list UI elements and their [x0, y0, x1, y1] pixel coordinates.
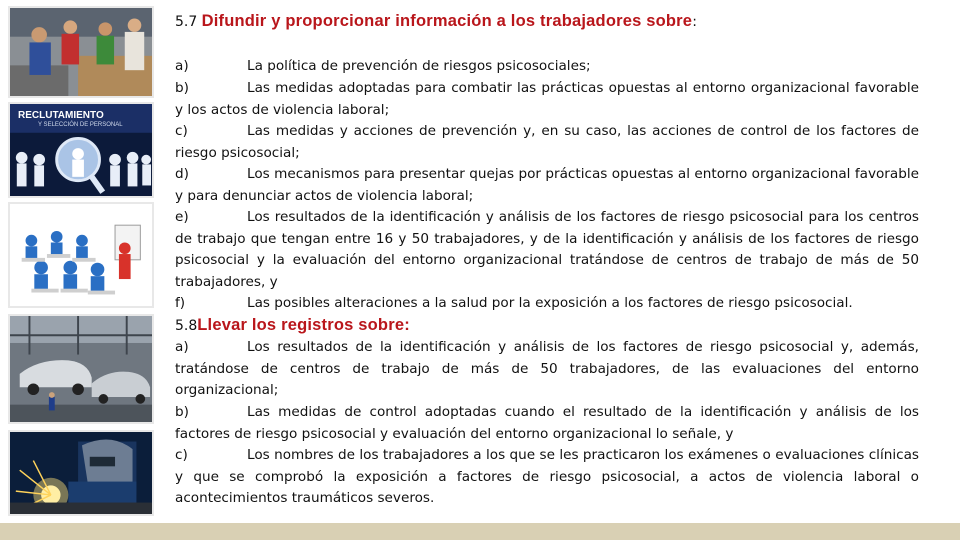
- section-number: 5.8: [175, 318, 198, 334]
- recruitment-subtitle: Y SELECCIÓN DE PERSONAL: [38, 122, 123, 128]
- item-label: c): [175, 123, 188, 139]
- section-heading-5-7: [175, 11, 697, 34]
- bottom-bar: [0, 523, 960, 540]
- item-label: b): [175, 80, 189, 96]
- training-figures-image: [8, 202, 154, 308]
- item-label: a): [175, 339, 189, 355]
- image-column: [0, 0, 165, 540]
- section-heading-5-8: [175, 315, 410, 338]
- item-label: e): [175, 209, 189, 225]
- item-text: Las medidas de control adoptadas cuando el resultado de la identificación y análisis de los factores de riesgo psicosocial y evaluación del entorno organizacional lo señale, y: [175, 404, 919, 442]
- item-label: f): [175, 295, 186, 311]
- workers-workshop-image: [8, 6, 154, 98]
- item-text: Las medidas adoptadas para combatir las prácticas opuestas al entorno organizacional favorable y los actos de violencia laboral;: [175, 80, 919, 118]
- item-text: La política de prevención de riesgos psicosociales;: [247, 58, 591, 74]
- welder-image: [8, 430, 154, 516]
- section-title: Difundir y proporcionar información a los trabajadores sobre: [201, 12, 693, 30]
- item-label: b): [175, 404, 189, 420]
- item-label: a): [175, 58, 189, 74]
- recruitment-sign: RECLUTAMIENTO: [18, 110, 104, 121]
- section-title-suffix: :: [692, 14, 697, 30]
- item-text: Los resultados de la identificación y análisis de los factores de riesgo psicosocial y, además, tratándose de centros de trabajo de más de 50 trabajadores, de las evaluaciones del entorno organizacional;: [175, 339, 919, 399]
- section-number: 5.7: [175, 14, 198, 30]
- item-text: Las medidas y acciones de prevención y, en su caso, las acciones de control de los factores de riesgo psicosocial;: [175, 123, 919, 161]
- item-text: Las posibles alteraciones a la salud por la exposición a los factores de riesgo psicosocial.: [247, 295, 853, 311]
- car-factory-image: [8, 314, 154, 424]
- item-text: Los resultados de la identificación y análisis de los factores de riesgo psicosocial para los centros de trabajo que tengan entre 16 y 50 trabajadores, y de la identificación y análisis de los factores de riesgo psicosocial y la evaluación del entorno organizacional tratándose de centros de trabajo de más de 50 trabajadores, y: [175, 209, 919, 290]
- section-title: Llevar los registros sobre:: [197, 316, 410, 334]
- recruitment-image: [8, 102, 154, 198]
- list-item: [175, 164, 919, 207]
- item-text: Los nombres de los trabajadores a los que se les practicaron los exámenes o evaluaciones clínicas y que se comprobó la exposición a factores de riesgo psicosocial, a actos de violencia laboral o acontecimientos traumáticos severos.: [175, 447, 919, 507]
- item-label: d): [175, 166, 189, 182]
- list-item: [175, 293, 919, 315]
- list-item: [175, 56, 919, 78]
- list-item: [175, 78, 919, 121]
- item-text: Los mecanismos para presentar quejas por prácticas opuestas al entorno organizacional favorable y para denunciar actos de violencia laboral;: [175, 166, 919, 204]
- list-item: [175, 445, 919, 510]
- list-item: [175, 402, 919, 445]
- list-item: [175, 337, 919, 402]
- list-item: [175, 207, 919, 293]
- item-label: c): [175, 447, 188, 463]
- list-item: [175, 121, 919, 164]
